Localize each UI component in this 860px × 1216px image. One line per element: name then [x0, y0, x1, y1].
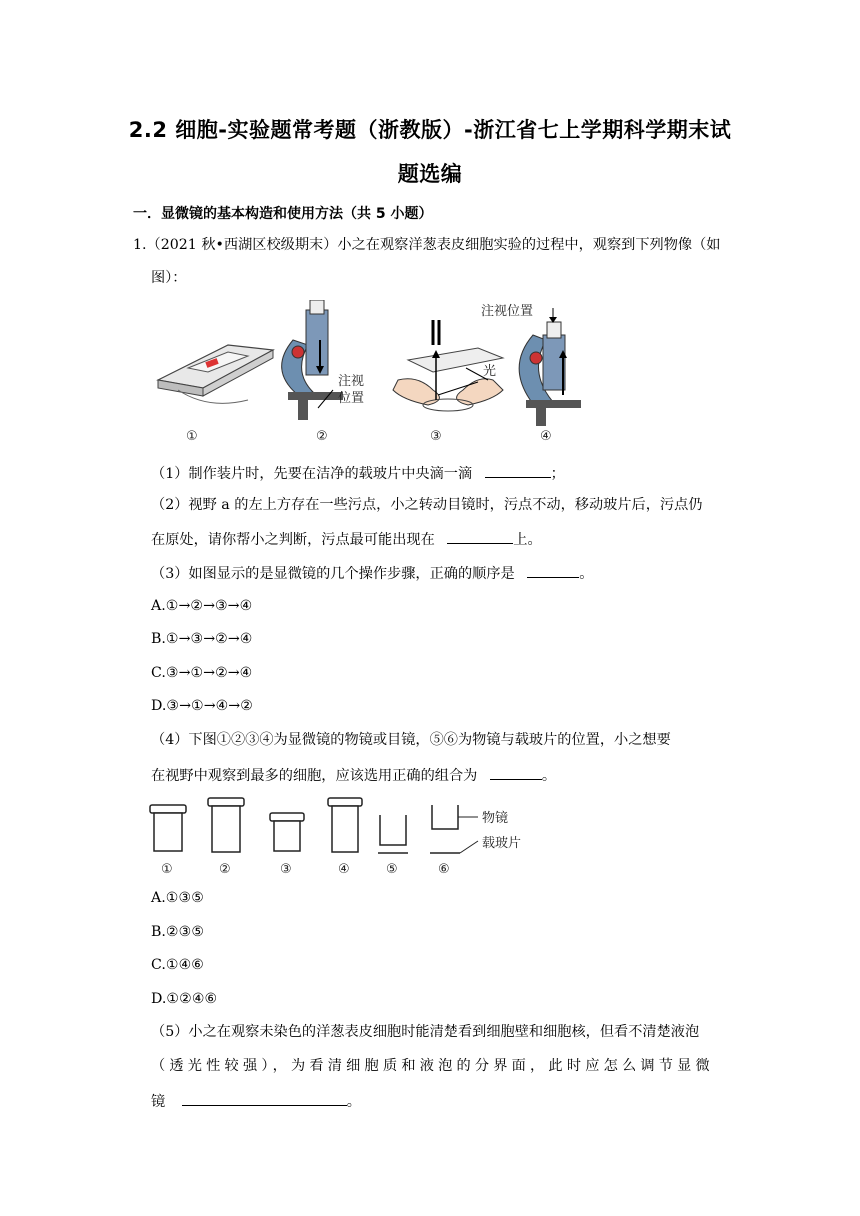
option-b-part-4: B.②③⑤	[151, 924, 205, 940]
part-2-text: 在原处，请你帮小之判断，污点最可能出现在	[151, 532, 435, 548]
slide-preparation-image	[158, 345, 273, 403]
watch-position-top-label: 注视位置	[481, 304, 534, 319]
page-title: 2.2 细胞-实验题常考题（浙教版）-浙江省七上学期科学期末试	[128, 118, 732, 142]
part-5-answer-blank[interactable]	[182, 1090, 347, 1106]
part-2-answer-blank[interactable]	[447, 528, 513, 544]
step-4-label: ④	[540, 429, 552, 444]
option-d-part-4: D.①②④⑥	[151, 991, 218, 1007]
lens-5-label: ⑤	[386, 862, 398, 877]
lens-4-label: ④	[338, 862, 350, 877]
hands-adjusting-image	[393, 320, 503, 411]
microscope-steps-figure	[148, 300, 738, 445]
question-1-part-2: （2）视野 a 的左上方存在一些污点，小之转动目镜时，污点不动，移动玻片后，污点仍	[151, 497, 703, 513]
section-heading: 一．显微镜的基本构造和使用方法（共 5 小题）	[133, 206, 433, 222]
question-1-part-5-end	[151, 1090, 361, 1112]
lens-3-label: ③	[280, 862, 292, 877]
watch-position-label-line2: 位置	[338, 391, 365, 406]
part-1-end: ；	[550, 466, 565, 482]
question-1-part-2-continued	[151, 528, 542, 550]
part-5-text: 镜	[151, 1094, 166, 1110]
option-a: A.①→②→③→④	[151, 598, 253, 614]
question-1-part-1	[151, 462, 565, 484]
question-1-part-5: （5）小之在观察未染色的洋葱表皮细胞时能清楚看到细胞壁和细胞核，但看不清楚液泡	[151, 1024, 700, 1040]
part-4-text: 在视野中观察到最多的细胞，应该选用正确的组合为	[151, 768, 478, 784]
step-3-label: ③	[430, 429, 442, 444]
part-2-end: 上。	[513, 532, 542, 548]
part-4-end: 。	[541, 768, 557, 784]
question-1-stem-continued: 图）：	[151, 270, 187, 286]
lens-6-label: ⑥	[438, 862, 450, 877]
part-1-answer-blank[interactable]	[485, 462, 551, 478]
part-1-text: （1）制作装片时，先要在洁净的载玻片中央滴一滴	[151, 466, 473, 482]
watch-position-label-line1: 注视	[338, 374, 365, 389]
lens-1-label: ①	[161, 862, 173, 877]
question-1-part-4: （4）下图①②③④为显微镜的物镜或目镜，⑤⑥为物镜与载玻片的位置，小之想要	[151, 732, 671, 748]
microscope-lowering-image	[282, 300, 364, 420]
question-1-part-3	[151, 562, 593, 584]
option-a-part-4: A.①③⑤	[151, 890, 204, 906]
option-c-part-4: C.①④⑥	[151, 957, 205, 973]
light-label: 光	[483, 364, 497, 379]
page-title-continued: 题选编	[397, 162, 463, 186]
part-4-answer-blank[interactable]	[490, 764, 542, 780]
objective-label: 物镜	[482, 811, 509, 826]
question-1-part-5-continued: （透光性较强），为看清细胞质和液泡的分界面，此时应怎么调节显微	[151, 1058, 714, 1074]
part-3-text: （3）如图显示的是显微镜的几个操作步骤，正确的顺序是	[151, 566, 515, 582]
part-3-answer-blank[interactable]	[527, 562, 579, 578]
option-c: C.③→①→②→④	[151, 665, 253, 681]
slide-label: 载玻片	[482, 836, 522, 851]
lens-2-label: ②	[219, 862, 231, 877]
lens-figure	[140, 795, 560, 880]
option-b: B.①→③→②→④	[151, 631, 253, 647]
step-2-label: ②	[316, 429, 328, 444]
part-5-end: 。	[346, 1094, 361, 1110]
question-1-part-4-continued	[151, 764, 556, 786]
option-d: D.③→①→④→②	[151, 698, 253, 714]
question-1-stem: 1.（2021 秋•西湖区校级期末）小之在观察洋葱表皮细胞实验的过程中，观察到下列物像（如	[133, 237, 721, 253]
step-1-label: ①	[186, 429, 198, 444]
part-3-end: 。	[579, 566, 594, 582]
